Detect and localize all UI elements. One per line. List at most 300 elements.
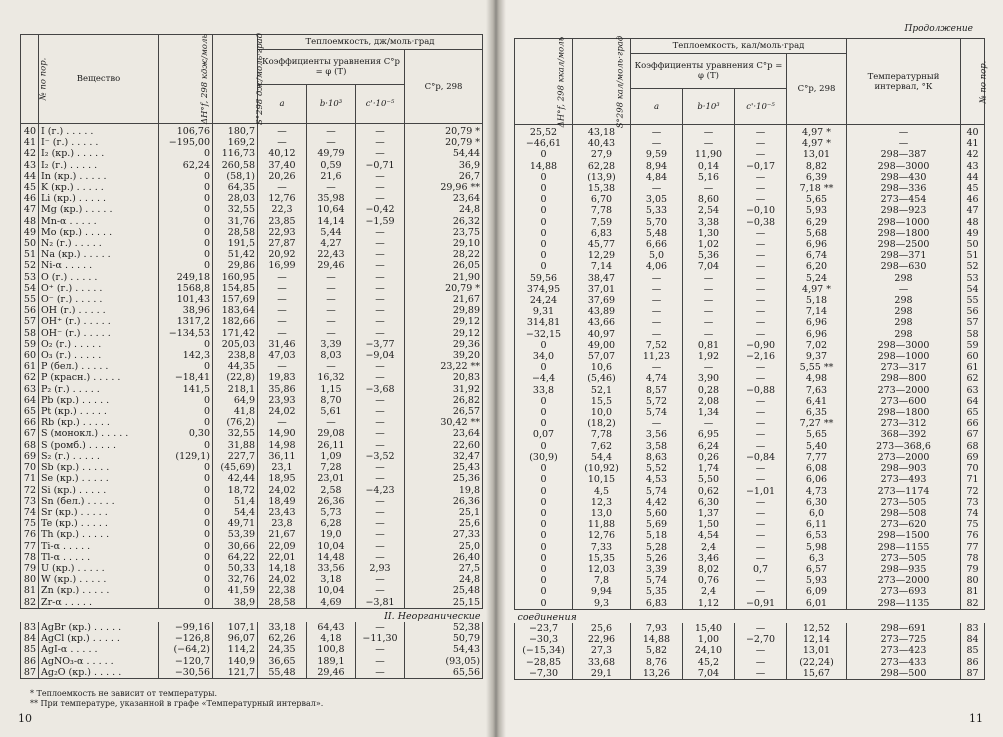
table-row — [21, 384, 483, 395]
temp-interval-cell: 298—1000 — [847, 217, 961, 228]
coef-b-cell: 45,2 — [683, 657, 735, 668]
table-row — [515, 575, 985, 586]
book-gutter — [486, 0, 506, 737]
cp-cell: 6,96 — [787, 329, 847, 340]
entropy-cell: 13,0 — [573, 508, 631, 519]
entropy-cell: 9,94 — [573, 586, 631, 597]
row-number: 78 — [961, 553, 985, 564]
entropy-cell: 28,03 — [213, 193, 258, 204]
enthalpy-cell: 0 — [159, 597, 213, 609]
coef-a-cell: 6,83 — [631, 598, 683, 610]
enthalpy-cell: 142,3 — [159, 350, 213, 361]
enthalpy-cell: 249,18 — [159, 272, 213, 283]
cp-cell: 22,60 — [405, 440, 483, 451]
cp-cell: 52,38 — [405, 622, 483, 633]
row-number: 58 — [961, 329, 985, 340]
table-row — [515, 586, 985, 597]
enthalpy-cell: 25,52 — [515, 125, 573, 139]
entropy-cell: 15,38 — [573, 183, 631, 194]
coef-c-cell: — — [735, 329, 787, 340]
coef-c-cell: −3,68 — [356, 384, 405, 395]
coef-a-cell: 4,84 — [631, 172, 683, 183]
coef-a-cell: 5,74 — [631, 407, 683, 418]
temp-interval-cell: 273—454 — [847, 194, 961, 205]
enthalpy-cell: 0,30 — [159, 428, 213, 439]
temp-interval-cell: 298—1155 — [847, 542, 961, 553]
row-number: 51 — [21, 249, 39, 260]
entropy-cell: 140,9 — [213, 656, 258, 667]
col-b-header: b·10³ — [307, 85, 356, 124]
entropy-cell: (18,2) — [573, 418, 631, 429]
col-s-header-right: S°298 кал/моль·град — [573, 39, 631, 125]
enthalpy-cell: 0 — [159, 339, 213, 350]
enthalpy-cell: 0 — [515, 474, 573, 485]
coef-c-cell: — — [735, 441, 787, 452]
cp-cell: 15,67 — [787, 668, 847, 680]
cp-cell: 23,22 ** — [405, 361, 483, 372]
coef-b-cell: 49,79 — [307, 148, 356, 159]
table-row — [515, 385, 985, 396]
coef-b-cell: 189,1 — [307, 656, 356, 667]
coef-b-cell: 23,01 — [307, 473, 356, 484]
enthalpy-cell: 0 — [515, 441, 573, 452]
table-row — [21, 294, 483, 305]
cp-cell: 54,43 — [405, 644, 483, 655]
table-row — [21, 305, 483, 316]
coef-b-cell: 21,6 — [307, 171, 356, 182]
entropy-cell: 50,33 — [213, 563, 258, 574]
coef-b-cell: 10,04 — [307, 585, 356, 596]
entropy-cell: 180,7 — [213, 124, 258, 138]
coef-b-cell: 1,30 — [683, 228, 735, 239]
coef-c-cell: — — [356, 171, 405, 182]
row-number: 57 — [961, 317, 985, 328]
coef-b-cell: 0,81 — [683, 340, 735, 351]
coef-b-cell: — — [683, 362, 735, 373]
substance-cell: Zr-α . . . . . — [39, 597, 159, 609]
coef-a-cell: 3,05 — [631, 194, 683, 205]
cp-cell: 6,41 — [787, 396, 847, 407]
enthalpy-cell: 0,07 — [515, 429, 573, 440]
coef-a-cell: 22,38 — [258, 585, 307, 596]
cp-cell: 4,98 — [787, 373, 847, 384]
coef-a-cell: — — [631, 329, 683, 340]
enthalpy-cell: 0 — [515, 564, 573, 575]
entropy-cell: 157,69 — [213, 294, 258, 305]
coef-c-cell: — — [356, 406, 405, 417]
coef-a-cell: 16,99 — [258, 260, 307, 271]
cp-cell: 12,14 — [787, 634, 847, 645]
row-number: 70 — [961, 463, 985, 474]
substance-cell: P (бел.) . . . . . — [39, 361, 159, 372]
coef-b-cell: 3,46 — [683, 553, 735, 564]
row-number: 65 — [961, 407, 985, 418]
coef-c-cell: — — [735, 575, 787, 586]
enthalpy-cell: −4,4 — [515, 373, 573, 384]
substance-cell: K (кр.) . . . . . — [39, 182, 159, 193]
coef-c-cell: — — [735, 542, 787, 553]
table-row — [21, 227, 483, 238]
entropy-cell: 27,9 — [573, 149, 631, 160]
substance-cell: O⁺ (г.) . . . . . — [39, 283, 159, 294]
cp-cell: 36,9 — [405, 160, 483, 171]
table-row — [515, 396, 985, 407]
coef-c-cell: — — [735, 261, 787, 272]
substance-cell: OH (г.) . . . . . — [39, 305, 159, 316]
coef-a-cell: — — [631, 125, 683, 139]
coef-b-cell: 29,46 — [307, 667, 356, 679]
cp-cell: 24,8 — [405, 574, 483, 585]
table-row — [21, 485, 483, 496]
coef-c-cell: −1,59 — [356, 216, 405, 227]
entropy-cell: 64,35 — [213, 182, 258, 193]
entropy-cell: 12,03 — [573, 564, 631, 575]
coef-a-cell: 11,23 — [631, 351, 683, 362]
substance-cell: S (ромб.) . . . . . — [39, 440, 159, 451]
temp-interval-cell: 298—1800 — [847, 228, 961, 239]
coef-c-cell: — — [356, 193, 405, 204]
coef-c-cell: — — [356, 507, 405, 518]
col-temp-header: Температурный интервал, °К — [847, 39, 961, 125]
row-number: 42 — [961, 149, 985, 160]
row-number: 81 — [961, 586, 985, 597]
coef-a-cell: 5,35 — [631, 586, 683, 597]
enthalpy-cell: 0 — [515, 598, 573, 610]
temp-interval-cell: 298—923 — [847, 205, 961, 216]
coef-a-cell: — — [631, 295, 683, 306]
table-row — [21, 563, 483, 574]
coef-c-cell: — — [356, 417, 405, 428]
table-row — [515, 217, 985, 228]
temp-interval-cell: 298 — [847, 306, 961, 317]
table-row — [21, 507, 483, 518]
enthalpy-cell: 0 — [159, 148, 213, 159]
temp-interval-cell: 273—2000 — [847, 575, 961, 586]
coef-c-cell: — — [735, 239, 787, 250]
entropy-cell: 15,5 — [573, 396, 631, 407]
coef-b-cell: 35,98 — [307, 193, 356, 204]
cp-cell: 6,35 — [787, 407, 847, 418]
coef-a-cell: 35,86 — [258, 384, 307, 395]
coef-c-cell: — — [356, 656, 405, 667]
col-substance-header: Вещество — [39, 35, 159, 124]
row-number: 66 — [21, 417, 39, 428]
heat-capacity-header-right: Теплоемкость, кал/моль·град — [631, 39, 847, 54]
entropy-cell: 227,7 — [213, 451, 258, 462]
page-number-right: 11 — [969, 712, 983, 725]
enthalpy-cell: 0 — [515, 205, 573, 216]
coef-b-cell: — — [307, 417, 356, 428]
substance-cell: AgCl (кр.) . . . . . — [39, 633, 159, 644]
temp-interval-cell: 273—423 — [847, 645, 961, 656]
coef-c-cell: −4,23 — [356, 485, 405, 496]
entropy-cell: 37,01 — [573, 284, 631, 295]
enthalpy-cell: −30,56 — [159, 667, 213, 679]
cp-cell: 5,40 — [787, 441, 847, 452]
col-a-header: a — [258, 85, 307, 124]
substance-cell: Ni-α . . . . . — [39, 260, 159, 271]
enthalpy-cell: 0 — [159, 518, 213, 529]
coef-c-cell: — — [735, 418, 787, 429]
coef-c-cell: 0,7 — [735, 564, 787, 575]
substance-cell: O₃ (г.) . . . . . — [39, 350, 159, 361]
entropy-cell: 38,47 — [573, 273, 631, 284]
cp-cell: 7,63 — [787, 385, 847, 396]
row-number: 57 — [21, 316, 39, 327]
entropy-cell: 52,1 — [573, 385, 631, 396]
table-row — [515, 474, 985, 485]
coef-a-cell: 23,43 — [258, 507, 307, 518]
cp-cell: 25,36 — [405, 473, 483, 484]
coef-a-cell: 8,63 — [631, 452, 683, 463]
table-row — [21, 137, 483, 148]
table-row — [21, 417, 483, 428]
enthalpy-cell: 374,95 — [515, 284, 573, 295]
coef-b-cell: — — [683, 183, 735, 194]
table-row — [21, 644, 483, 655]
coef-a-cell: 7,93 — [631, 623, 683, 634]
temp-interval-cell: 298—500 — [847, 668, 961, 680]
coef-a-cell: 47,03 — [258, 350, 307, 361]
temp-interval-cell: 298 — [847, 329, 961, 340]
entropy-cell: 54,4 — [573, 452, 631, 463]
cp-cell: 25,15 — [405, 597, 483, 609]
table-row — [21, 440, 483, 451]
substance-cell: Mg (кр.) . . . . . — [39, 204, 159, 215]
table-row — [515, 623, 985, 634]
table-row — [515, 508, 985, 519]
coef-b-cell: 1,00 — [683, 634, 735, 645]
left-page — [0, 0, 494, 737]
coef-b-cell: — — [307, 316, 356, 327]
row-number: 72 — [961, 486, 985, 497]
enthalpy-cell: 0 — [515, 362, 573, 373]
coef-c-cell: — — [356, 644, 405, 655]
row-number: 43 — [961, 161, 985, 172]
cp-cell: 8,82 — [787, 161, 847, 172]
coef-c-cell: — — [735, 407, 787, 418]
col-b-header-right: b·10³ — [683, 89, 735, 125]
temp-interval-cell: 298—630 — [847, 261, 961, 272]
row-number: 73 — [961, 497, 985, 508]
table-row — [21, 361, 483, 372]
entropy-cell: 7,8 — [573, 575, 631, 586]
table-row — [21, 597, 483, 609]
col-no-header: № по пор. — [21, 35, 39, 124]
enthalpy-cell: 0 — [159, 260, 213, 271]
substance-cell: Ti-α . . . . . — [39, 541, 159, 552]
temp-interval-cell: 273—312 — [847, 418, 961, 429]
coef-a-cell: — — [258, 305, 307, 316]
enthalpy-cell: 0 — [515, 250, 573, 261]
entropy-cell: 12,29 — [573, 250, 631, 261]
row-number: 52 — [961, 261, 985, 272]
coef-b-cell: — — [683, 273, 735, 284]
row-number: 49 — [961, 228, 985, 239]
entropy-cell: 25,6 — [573, 623, 631, 634]
enthalpy-cell: 0 — [515, 575, 573, 586]
entropy-cell: 54,4 — [213, 507, 258, 518]
enthalpy-cell: 0 — [159, 552, 213, 563]
table-row — [21, 193, 483, 204]
coef-a-cell: — — [258, 272, 307, 283]
row-number: 54 — [961, 284, 985, 295]
row-number: 76 — [21, 529, 39, 540]
coef-a-cell: 18,49 — [258, 496, 307, 507]
coef-c-cell: — — [356, 574, 405, 585]
table-row — [515, 149, 985, 160]
entropy-cell: 182,66 — [213, 316, 258, 327]
entropy-cell: 10,15 — [573, 474, 631, 485]
coef-b-cell: 0,14 — [683, 161, 735, 172]
row-number: 54 — [21, 283, 39, 294]
temp-interval-cell: 298—430 — [847, 172, 961, 183]
cp-cell: 54,44 — [405, 148, 483, 159]
coef-c-cell: — — [356, 227, 405, 238]
temp-interval-cell: 273—505 — [847, 553, 961, 564]
substance-cell: Si (кр.) . . . . . — [39, 485, 159, 496]
coef-b-cell: 1,92 — [683, 351, 735, 362]
enthalpy-cell: −28,85 — [515, 657, 573, 668]
cp-cell: 4,97 * — [787, 125, 847, 139]
entropy-cell: 51,4 — [213, 496, 258, 507]
coef-c-cell: — — [735, 586, 787, 597]
enthalpy-cell: 0 — [159, 249, 213, 260]
row-number: 56 — [21, 305, 39, 316]
left-table — [20, 34, 483, 679]
entropy-cell: 7,78 — [573, 429, 631, 440]
coef-a-cell: 37,40 — [258, 160, 307, 171]
coef-a-cell: 18,95 — [258, 473, 307, 484]
coef-c-cell: — — [356, 316, 405, 327]
row-number: 48 — [961, 217, 985, 228]
temp-interval-cell: 273—2000 — [847, 452, 961, 463]
row-number: 60 — [21, 350, 39, 361]
cp-cell: 7,02 — [787, 340, 847, 351]
table-row — [515, 634, 985, 645]
row-number: 76 — [961, 530, 985, 541]
coef-a-cell: 23,8 — [258, 518, 307, 529]
table-row — [515, 418, 985, 429]
entropy-cell: 6,83 — [573, 228, 631, 239]
coef-a-cell: 13,26 — [631, 668, 683, 680]
enthalpy-cell: 0 — [515, 239, 573, 250]
coef-b-cell: — — [307, 294, 356, 305]
substance-cell: U (кр.) . . . . . — [39, 563, 159, 574]
substance-cell: Li (кр.) . . . . . — [39, 193, 159, 204]
substance-cell: Se (кр.) . . . . . — [39, 473, 159, 484]
entropy-cell: 41,59 — [213, 585, 258, 596]
enthalpy-cell: 34,0 — [515, 351, 573, 362]
entropy-cell: 114,2 — [213, 644, 258, 655]
cp-cell: 5,65 — [787, 429, 847, 440]
temp-interval-cell: 273—505 — [847, 497, 961, 508]
temp-interval-cell: 273—433 — [847, 657, 961, 668]
row-number: 55 — [961, 295, 985, 306]
table-row — [21, 518, 483, 529]
row-number: 67 — [961, 429, 985, 440]
table-row — [21, 182, 483, 193]
coef-b-cell: 100,8 — [307, 644, 356, 655]
coef-c-cell: −0,17 — [735, 161, 787, 172]
entropy-cell: 32,76 — [213, 574, 258, 585]
temp-interval-cell: 273—493 — [847, 474, 961, 485]
entropy-cell: 43,66 — [573, 317, 631, 328]
substance-cell: AgNO₃-α . . . . . — [39, 656, 159, 667]
enthalpy-cell: 33,8 — [515, 385, 573, 396]
row-number: 74 — [961, 508, 985, 519]
coef-b-cell: 1,02 — [683, 239, 735, 250]
cp-cell: 25,43 — [405, 462, 483, 473]
coef-b-cell: 2,58 — [307, 485, 356, 496]
entropy-cell: 30,66 — [213, 541, 258, 552]
enthalpy-cell: 0 — [159, 541, 213, 552]
enthalpy-cell: 1317,2 — [159, 316, 213, 327]
row-number: 71 — [961, 474, 985, 485]
coef-a-cell: 5,26 — [631, 553, 683, 564]
coef-b-cell: 3,18 — [307, 574, 356, 585]
coef-b-cell: — — [307, 361, 356, 372]
temp-interval-cell: 298—3000 — [847, 340, 961, 351]
coef-a-cell: 5,28 — [631, 542, 683, 553]
entropy-cell: 154,85 — [213, 283, 258, 294]
enthalpy-cell: (129,1) — [159, 451, 213, 462]
table-row — [21, 496, 483, 507]
substance-cell: Sb (кр.) . . . . . — [39, 462, 159, 473]
cp-cell: 6,96 — [787, 317, 847, 328]
cp-cell: 26,40 — [405, 552, 483, 563]
coef-b-cell: 5,44 — [307, 227, 356, 238]
heat-capacity-header: Теплоемкость, дж/моль·град — [258, 35, 483, 50]
temp-interval-cell: 273—317 — [847, 362, 961, 373]
entropy-cell: 41,8 — [213, 406, 258, 417]
enthalpy-cell: −134,53 — [159, 328, 213, 339]
coef-b-cell: 10,64 — [307, 204, 356, 215]
coef-c-cell: — — [356, 372, 405, 383]
coef-b-cell: 4,54 — [683, 530, 735, 541]
coef-c-cell: — — [735, 508, 787, 519]
temp-interval-cell: 298—1000 — [847, 351, 961, 362]
temp-interval-cell: 298—800 — [847, 373, 961, 384]
section-title: соединения — [515, 609, 985, 623]
coef-b-cell: 7,04 — [683, 261, 735, 272]
coef-a-cell: — — [258, 328, 307, 339]
row-number: 80 — [961, 575, 985, 586]
coef-c-cell: −3,77 — [356, 339, 405, 350]
table-row — [515, 317, 985, 328]
coef-c-cell: — — [735, 183, 787, 194]
coef-b-cell: 1,50 — [683, 519, 735, 530]
row-number: 45 — [961, 183, 985, 194]
table-row — [21, 372, 483, 383]
table-row — [515, 519, 985, 530]
entropy-cell: 33,68 — [573, 657, 631, 668]
table-row — [515, 645, 985, 656]
table-row — [21, 622, 483, 633]
section-title-row — [21, 608, 483, 622]
row-number: 70 — [21, 462, 39, 473]
coef-b-cell: 1,37 — [683, 508, 735, 519]
entropy-cell: 57,07 — [573, 351, 631, 362]
row-number: 46 — [21, 193, 39, 204]
table-row — [515, 228, 985, 239]
coef-b-cell: — — [307, 182, 356, 193]
cp-cell: 7,77 — [787, 452, 847, 463]
enthalpy-cell: 0 — [515, 486, 573, 497]
row-number: 63 — [961, 385, 985, 396]
substance-cell: OH⁻ (г.) . . . . . — [39, 328, 159, 339]
row-number: 81 — [21, 585, 39, 596]
